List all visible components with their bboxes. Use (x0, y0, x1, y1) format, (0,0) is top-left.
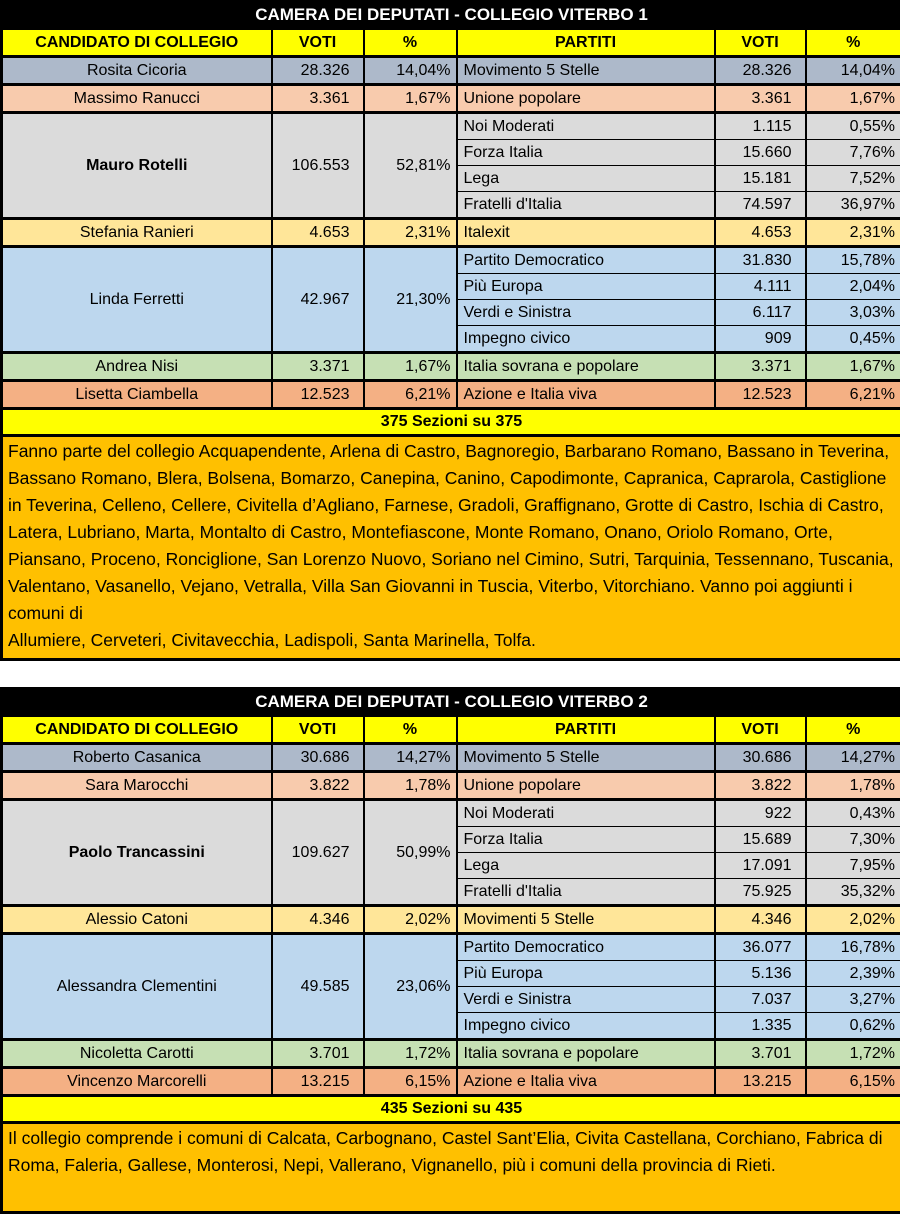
party-votes-cell: 17.091 (715, 853, 806, 879)
party-votes-cell: 6.117 (715, 300, 806, 326)
note-paragraph: Allumiere, Cerveteri, Civitavecchia, Ladispoli, Santa Marinella, Tolfa. (8, 627, 894, 654)
candidate-pct-cell: 2,02% (364, 906, 457, 934)
party-votes-cell: 922 (715, 800, 806, 827)
candidate-cell: Andrea Nisi (2, 353, 272, 381)
column-header-pct-partiti: % (806, 29, 900, 57)
candidate-votes-cell: 4.346 (272, 906, 364, 934)
candidate-votes-cell: 30.686 (272, 744, 364, 772)
party-votes-cell: 31.830 (715, 247, 806, 274)
candidate-pct-cell: 14,27% (364, 744, 457, 772)
candidate-cell: Rosita Cicoria (2, 57, 272, 85)
party-name-cell: Italia sovrana e popolare (457, 353, 715, 381)
candidate-votes-cell: 3.822 (272, 772, 364, 800)
party-pct-cell: 14,27% (806, 744, 900, 772)
party-name-cell: Verdi e Sinistra (457, 987, 715, 1013)
party-name-cell: Più Europa (457, 274, 715, 300)
column-header-voti: VOTI (272, 716, 364, 744)
party-pct-cell: 2,31% (806, 219, 900, 247)
party-votes-cell: 3.701 (715, 1040, 806, 1068)
party-pct-cell: 0,45% (806, 326, 900, 353)
election-table (0, 687, 900, 1214)
party-votes-cell: 36.077 (715, 934, 806, 961)
candidate-pct-cell: 1,78% (364, 772, 457, 800)
candidate-votes-cell: 109.627 (272, 800, 364, 906)
party-name-cell: Italexit (457, 219, 715, 247)
party-pct-cell: 3,03% (806, 300, 900, 326)
result-row (2, 381, 900, 409)
result-row (2, 772, 900, 800)
candidate-cell: Alessandra Clementini (2, 934, 272, 1040)
party-pct-cell: 3,27% (806, 987, 900, 1013)
party-pct-cell: 7,95% (806, 853, 900, 879)
candidate-pct-cell: 14,04% (364, 57, 457, 85)
column-header-partiti: PARTITI (457, 716, 715, 744)
candidate-cell: Vincenzo Marcorelli (2, 1068, 272, 1096)
candidate-votes-cell: 13.215 (272, 1068, 364, 1096)
candidate-cell: Roberto Casanica (2, 744, 272, 772)
candidate-cell: Mauro Rotelli (2, 113, 272, 219)
party-votes-cell: 28.326 (715, 57, 806, 85)
candidate-cell: Sara Marocchi (2, 772, 272, 800)
candidate-votes-cell: 49.585 (272, 934, 364, 1040)
candidate-cell: Lisetta Ciambella (2, 381, 272, 409)
party-votes-cell: 1.115 (715, 113, 806, 140)
party-name-cell: Italia sovrana e popolare (457, 1040, 715, 1068)
party-votes-cell: 15.689 (715, 827, 806, 853)
party-pct-cell: 2,04% (806, 274, 900, 300)
column-header-pct: % (364, 716, 457, 744)
party-votes-cell: 7.037 (715, 987, 806, 1013)
party-pct-cell: 2,02% (806, 906, 900, 934)
result-row (2, 800, 900, 827)
party-pct-cell: 14,04% (806, 57, 900, 85)
candidate-votes-cell: 3.701 (272, 1040, 364, 1068)
party-votes-cell: 15.181 (715, 166, 806, 192)
party-name-cell: Partito Democratico (457, 247, 715, 274)
party-name-cell: Movimento 5 Stelle (457, 57, 715, 85)
party-votes-cell: 3.361 (715, 85, 806, 113)
party-pct-cell: 0,55% (806, 113, 900, 140)
candidate-cell: Alessio Catoni (2, 906, 272, 934)
table-title-row (2, 2, 900, 29)
result-row (2, 113, 900, 140)
result-row (2, 353, 900, 381)
column-header-pct: % (364, 29, 457, 57)
sezioni-banner: 435 Sezioni su 435 (2, 1096, 900, 1123)
column-header-row (2, 29, 900, 57)
result-row (2, 247, 900, 274)
party-name-cell: Unione popolare (457, 85, 715, 113)
candidate-pct-cell: 2,31% (364, 219, 457, 247)
party-name-cell: Più Europa (457, 961, 715, 987)
party-votes-cell: 15.660 (715, 140, 806, 166)
candidate-pct-cell: 23,06% (364, 934, 457, 1040)
column-header-row (2, 716, 900, 744)
result-row (2, 219, 900, 247)
candidate-pct-cell: 6,15% (364, 1068, 457, 1096)
party-pct-cell: 0,43% (806, 800, 900, 827)
result-row (2, 906, 900, 934)
party-pct-cell: 1,78% (806, 772, 900, 800)
party-name-cell: Unione popolare (457, 772, 715, 800)
table-title-row (2, 689, 900, 716)
result-row (2, 1068, 900, 1096)
party-name-cell: Azione e Italia viva (457, 381, 715, 409)
party-votes-cell: 74.597 (715, 192, 806, 219)
party-votes-cell: 4.653 (715, 219, 806, 247)
candidate-cell: Massimo Ranucci (2, 85, 272, 113)
candidate-pct-cell: 1,67% (364, 353, 457, 381)
sezioni-row (2, 409, 900, 436)
candidate-votes-cell: 106.553 (272, 113, 364, 219)
column-header-candidato: CANDIDATO DI COLLEGIO (2, 716, 272, 744)
party-name-cell: Movimento 5 Stelle (457, 744, 715, 772)
column-header-candidato: CANDIDATO DI COLLEGIO (2, 29, 272, 57)
party-votes-cell: 30.686 (715, 744, 806, 772)
party-pct-cell: 0,62% (806, 1013, 900, 1040)
column-header-voti-partiti: VOTI (715, 29, 806, 57)
party-pct-cell: 1,67% (806, 353, 900, 381)
candidate-pct-cell: 50,99% (364, 800, 457, 906)
party-votes-cell: 909 (715, 326, 806, 353)
party-name-cell: Movimenti 5 Stelle (457, 906, 715, 934)
party-pct-cell: 1,67% (806, 85, 900, 113)
candidate-votes-cell: 4.653 (272, 219, 364, 247)
result-row (2, 57, 900, 85)
party-votes-cell: 4.111 (715, 274, 806, 300)
note-row (2, 1123, 900, 1213)
party-pct-cell: 7,76% (806, 140, 900, 166)
party-pct-cell: 16,78% (806, 934, 900, 961)
candidate-votes-cell: 3.361 (272, 85, 364, 113)
candidate-cell: Stefania Ranieri (2, 219, 272, 247)
result-row (2, 744, 900, 772)
candidate-pct-cell: 6,21% (364, 381, 457, 409)
note-block (2, 436, 900, 660)
party-name-cell: Impegno civico (457, 1013, 715, 1040)
party-name-cell: Fratelli d'Italia (457, 879, 715, 906)
candidate-votes-cell: 3.371 (272, 353, 364, 381)
party-pct-cell: 15,78% (806, 247, 900, 274)
party-name-cell: Lega (457, 853, 715, 879)
candidate-pct-cell: 52,81% (364, 113, 457, 219)
party-pct-cell: 6,21% (806, 381, 900, 409)
table-title: CAMERA DEI DEPUTATI - COLLEGIO VITERBO 1 (2, 2, 900, 29)
note-paragraph: Fanno parte del collegio Acquapendente, Arlena di Castro, Bagnoregio, Barbarano Romano, Bassano in Teverina, Bassano Romano, Blera, Bolsena, Bomarzo, Canepina, Canino, Capodimonte, Capranica, Caprarola, Castiglione in Teverina, Celleno, Cellere, Civitella d’Agliano, Farnese, Gradoli, Graffignano, Grotte di Castro, Ischia di Castro, Latera, Lubriano, Marta, Montalto di Castro, Montefiascone, Monte Romano, Onano, Oriolo Romano, Orte, Piansano, Proceno, Ronciglione, San Lorenzo Nuovo, Soriano nel Cimino, Sutri, Tarquinia, Tessennano, Tuscania, Valentano, Vasanello, Vejano, Vetralla, Villa San Giovanni in Tuscia, Viterbo, Vitorchiano. Vanno poi aggiunti i comuni di (8, 438, 894, 627)
party-pct-cell: 7,30% (806, 827, 900, 853)
candidate-pct-cell: 1,72% (364, 1040, 457, 1068)
party-votes-cell: 12.523 (715, 381, 806, 409)
party-pct-cell: 6,15% (806, 1068, 900, 1096)
party-name-cell: Impegno civico (457, 326, 715, 353)
column-header-voti: VOTI (272, 29, 364, 57)
sezioni-row (2, 1096, 900, 1123)
party-name-cell: Noi Moderati (457, 113, 715, 140)
result-row (2, 934, 900, 961)
party-votes-cell: 1.335 (715, 1013, 806, 1040)
note-paragraph: Il collegio comprende i comuni di Calcata, Carbognano, Castel Sant’Elia, Civita Castellana, Corchiano, Fabrica di Roma, Faleria, Gallese, Monterosi, Nepi, Vallerano, Vignanello, più i comuni della provincia di Rieti. (8, 1125, 894, 1179)
party-pct-cell: 2,39% (806, 961, 900, 987)
note-block (2, 1123, 900, 1213)
candidate-votes-cell: 42.967 (272, 247, 364, 353)
party-name-cell: Noi Moderati (457, 800, 715, 827)
note-row (2, 436, 900, 660)
party-pct-cell: 7,52% (806, 166, 900, 192)
candidate-pct-cell: 1,67% (364, 85, 457, 113)
candidate-cell: Paolo Trancassini (2, 800, 272, 906)
party-name-cell: Verdi e Sinistra (457, 300, 715, 326)
party-name-cell: Lega (457, 166, 715, 192)
party-votes-cell: 4.346 (715, 906, 806, 934)
party-votes-cell: 75.925 (715, 879, 806, 906)
party-name-cell: Fratelli d'Italia (457, 192, 715, 219)
sezioni-banner: 375 Sezioni su 375 (2, 409, 900, 436)
party-pct-cell: 36,97% (806, 192, 900, 219)
party-votes-cell: 13.215 (715, 1068, 806, 1096)
party-pct-cell: 1,72% (806, 1040, 900, 1068)
candidate-cell: Linda Ferretti (2, 247, 272, 353)
result-row (2, 85, 900, 113)
column-header-pct-partiti: % (806, 716, 900, 744)
party-votes-cell: 3.371 (715, 353, 806, 381)
table-title: CAMERA DEI DEPUTATI - COLLEGIO VITERBO 2 (2, 689, 900, 716)
column-header-voti-partiti: VOTI (715, 716, 806, 744)
party-name-cell: Partito Democratico (457, 934, 715, 961)
party-name-cell: Azione e Italia viva (457, 1068, 715, 1096)
party-name-cell: Forza Italia (457, 140, 715, 166)
candidate-cell: Nicoletta Carotti (2, 1040, 272, 1068)
party-votes-cell: 5.136 (715, 961, 806, 987)
results-table-viterbo-2 (0, 687, 900, 1214)
party-votes-cell: 3.822 (715, 772, 806, 800)
candidate-pct-cell: 21,30% (364, 247, 457, 353)
candidate-votes-cell: 12.523 (272, 381, 364, 409)
column-header-partiti: PARTITI (457, 29, 715, 57)
party-name-cell: Forza Italia (457, 827, 715, 853)
party-pct-cell: 35,32% (806, 879, 900, 906)
result-row (2, 1040, 900, 1068)
candidate-votes-cell: 28.326 (272, 57, 364, 85)
